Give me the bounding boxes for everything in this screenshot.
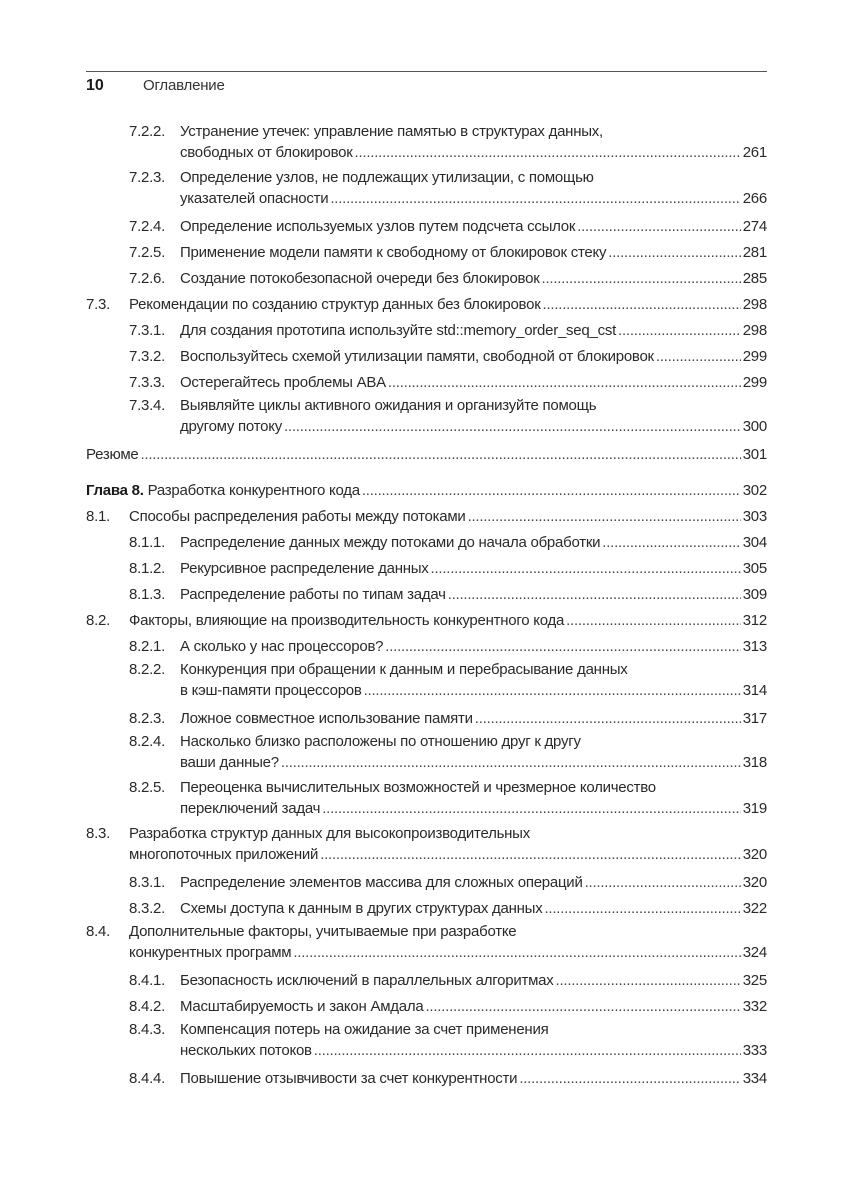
dot-leader [556, 968, 741, 994]
toc-entry-title: Для создания прототипа используйте std::memory_order_seq_cst [180, 322, 617, 339]
dot-leader [468, 504, 741, 530]
dot-leader [140, 442, 740, 468]
toc-entry-title: Масштабируемость и закон Амдала [180, 998, 424, 1015]
toc-entry-title: Схемы доступа к данным в других структурах данных [180, 900, 543, 917]
toc-entry-title: в кэш-памяти процессоров [180, 682, 362, 699]
toc-entry-title: Насколько близко расположены по отношению друг к другу [180, 733, 581, 750]
dot-leader [566, 608, 741, 634]
dot-leader [284, 416, 741, 438]
toc-page-number: 317 [742, 710, 767, 727]
toc-entry[interactable] [86, 968, 767, 994]
toc-entry-number: 7.2.2. [129, 123, 166, 140]
toc-entry-title: Повышение отзывчивости за счет конкурентности [180, 1070, 518, 1087]
toc-entry-number: 8.2.3. [129, 710, 166, 727]
toc-entry[interactable] [86, 994, 767, 1020]
toc-entry-number: 7.2.5. [129, 244, 166, 261]
toc-page-number: 302 [742, 482, 767, 499]
toc-entry[interactable] [86, 318, 767, 344]
toc-entry-number: 8.3.1. [129, 874, 166, 891]
table-of-contents [86, 122, 767, 1092]
toc-entry-title: Способы распределения работы между потоками [129, 508, 466, 525]
toc-entry-title: Применение модели памяти к свободному от блокировок стеку [180, 244, 607, 261]
toc-entry-title: Воспользуйтесь схемой утилизации памяти, свободной от блокировок [180, 348, 654, 365]
dot-leader [577, 214, 741, 240]
dot-leader [385, 634, 740, 660]
toc-chapter-entry[interactable] [86, 478, 767, 504]
toc-page-number: 333 [742, 1042, 767, 1059]
toc-entry-number: 7.3.1. [129, 322, 166, 339]
toc-entry-number: 8.4. [86, 923, 111, 940]
toc-entry-title: Создание потокобезопасной очереди без блокировок [180, 270, 540, 287]
dot-leader [585, 870, 741, 896]
toc-entry[interactable] [86, 556, 767, 582]
toc-entry[interactable] [86, 370, 767, 396]
toc-entry[interactable] [86, 214, 767, 240]
toc-entry[interactable] [86, 240, 767, 266]
toc-entry[interactable] [86, 504, 767, 530]
toc-entry-title: Ложное совместное использование памяти [180, 710, 473, 727]
toc-entry-title: Выявляйте циклы активного ожидания и организуйте помощь [180, 397, 597, 414]
toc-entry-number: 8.2.5. [129, 779, 166, 796]
toc-entry-title: Распределение элементов массива для сложных операций [180, 874, 583, 891]
toc-entry-title: переключений задач [180, 800, 321, 817]
toc-page-number: 301 [742, 446, 767, 463]
toc-entry-number: 8.1.3. [129, 586, 166, 603]
toc-entry-title: Компенсация потерь на ожидание за счет применения [180, 1021, 549, 1038]
toc-entry[interactable] [86, 824, 767, 866]
toc-entry-title: Резюме [86, 446, 139, 463]
toc-entry-number: 8.3. [86, 825, 111, 842]
toc-page-number: 298 [742, 296, 767, 313]
toc-entry-number: 8.1.2. [129, 560, 166, 577]
toc-entry-number: 8.2.1. [129, 638, 166, 655]
page-number: 10 [86, 77, 104, 94]
toc-entry-title: Определение используемых узлов путем подсчета ссылок [180, 218, 576, 235]
toc-entry-number: 8.4.4. [129, 1070, 166, 1087]
toc-entry[interactable] [86, 442, 767, 468]
toc-entry-title: Остерегайтесь проблемы ABA [180, 374, 386, 391]
toc-entry-title: Определение узлов, не подлежащих утилизации, с помощью [180, 169, 594, 186]
dot-leader [542, 266, 741, 292]
toc-entry-number: 7.3.4. [129, 397, 166, 414]
toc-entry-title: Устранение утечек: управление памятью в структурах данных, [180, 123, 603, 140]
toc-page-number: 261 [742, 144, 767, 161]
toc-entry-number: 8.2. [86, 612, 111, 629]
toc-page-number: 324 [742, 944, 767, 961]
toc-entry-title: Безопасность исключений в параллельных алгоритмах [180, 972, 554, 989]
toc-entry-title: указателей опасности [180, 190, 329, 207]
dot-leader [431, 556, 741, 582]
toc-entry[interactable] [86, 706, 767, 732]
dot-leader [602, 530, 740, 556]
toc-page-number: 325 [742, 972, 767, 989]
toc-entry-title: Разработка структур данных для высокопроизводительных [129, 825, 530, 842]
toc-entry-number: 7.3. [86, 296, 111, 313]
toc-page-number: 314 [742, 682, 767, 699]
dot-leader [364, 680, 741, 702]
toc-entry-number: 8.3.2. [129, 900, 166, 917]
toc-entry[interactable] [86, 168, 767, 210]
toc-entry-title: свободных от блокировок [180, 144, 353, 161]
toc-page-number: 334 [742, 1070, 767, 1087]
toc-entry[interactable] [86, 292, 767, 318]
toc-entry-title: А сколько у нас процессоров? [180, 638, 384, 655]
running-head-title: Оглавление [143, 77, 225, 94]
dot-leader [281, 752, 741, 774]
chapter-gap [86, 468, 767, 478]
toc-entry-number: 8.2.2. [129, 661, 166, 678]
toc-page-number: 298 [742, 322, 767, 339]
toc-page-number: 299 [742, 348, 767, 365]
dot-leader [322, 798, 740, 820]
toc-entry-number: 8.2.4. [129, 733, 166, 750]
toc-page-number: 318 [742, 754, 767, 771]
toc-page-number: 319 [742, 800, 767, 817]
toc-entry[interactable] [86, 634, 767, 660]
dot-leader [618, 318, 741, 344]
toc-page-number: 300 [742, 418, 767, 435]
toc-entry-number: 7.2.4. [129, 218, 166, 235]
dot-leader [362, 478, 741, 504]
toc-page-number: 309 [742, 586, 767, 603]
dot-leader [475, 706, 741, 732]
toc-entry-title: Дополнительные факторы, учитываемые при разработке [129, 923, 517, 940]
toc-entry[interactable] [86, 922, 767, 964]
toc-entry[interactable] [86, 344, 767, 370]
toc-page-number: 332 [742, 998, 767, 1015]
toc-entry-title: Распределение данных между потоками до начала обработки [180, 534, 601, 551]
toc-entry-number: 8.4.2. [129, 998, 166, 1015]
toc-entry[interactable] [86, 266, 767, 292]
toc-entry[interactable] [86, 1020, 767, 1062]
toc-entry-title: Рекомендации по созданию структур данных без блокировок [129, 296, 541, 313]
toc-entry[interactable] [86, 778, 767, 820]
toc-entry-title: ваши данные? [180, 754, 279, 771]
toc-entry-number: 7.2.6. [129, 270, 166, 287]
toc-entry[interactable] [86, 582, 767, 608]
toc-entry-title: Конкуренция при обращении к данным и перебрасывание данных [180, 661, 628, 678]
dot-leader [656, 344, 741, 370]
toc-entry-title: многопоточных приложений [129, 846, 319, 863]
toc-entry-title: Рекурсивное распределение данных [180, 560, 429, 577]
dot-leader [293, 942, 740, 964]
dot-leader [543, 292, 741, 318]
toc-entry-title: Переоценка вычислительных возможностей и чрезмерное количество [180, 779, 656, 796]
toc-page-number: 281 [742, 244, 767, 261]
toc-entry[interactable] [86, 660, 767, 702]
toc-entry-number: 8.1.1. [129, 534, 166, 551]
toc-entry[interactable] [86, 122, 767, 164]
running-head [86, 77, 767, 99]
dot-leader [608, 240, 740, 266]
toc-entry[interactable] [86, 396, 767, 438]
dot-leader [448, 582, 741, 608]
toc-page-number: 320 [742, 846, 767, 863]
toc-entry-title: Распределение работы по типам задач [180, 586, 446, 603]
toc-entry[interactable] [86, 732, 767, 774]
toc-entry-number: 8.4.1. [129, 972, 166, 989]
toc-entry[interactable] [86, 870, 767, 896]
toc-entry-number: 7.3.2. [129, 348, 166, 365]
dot-leader [320, 844, 741, 866]
dot-leader [314, 1040, 741, 1062]
toc-page-number: 266 [742, 190, 767, 207]
toc-page-number: 299 [742, 374, 767, 391]
toc-entry-title: Факторы, влияющие на производительность конкурентного кода [129, 612, 565, 629]
dot-leader [330, 188, 740, 210]
header-rule [86, 71, 767, 72]
toc-entry-title: Разработка конкурентного кода [147, 482, 360, 499]
toc-page-number: 274 [742, 218, 767, 235]
toc-entry[interactable] [86, 530, 767, 556]
dot-leader [519, 1066, 740, 1092]
toc-entry[interactable] [86, 608, 767, 634]
toc-entry-title: конкурентных программ [129, 944, 292, 961]
toc-entry[interactable] [86, 1066, 767, 1092]
toc-page-number: 322 [742, 900, 767, 917]
toc-page-number: 285 [742, 270, 767, 287]
toc-page-number: 320 [742, 874, 767, 891]
dot-leader [425, 994, 740, 1020]
toc-page-number: 303 [742, 508, 767, 525]
toc-page-number: 305 [742, 560, 767, 577]
toc-entry-number: 8.1. [86, 508, 111, 525]
toc-page-number: 312 [742, 612, 767, 629]
toc-entry-number: 7.2.3. [129, 169, 166, 186]
toc-page-number: 313 [742, 638, 767, 655]
toc-entry-number: 8.4.3. [129, 1021, 166, 1038]
dot-leader [355, 142, 741, 164]
dot-leader [388, 370, 741, 396]
toc-entry-title: нескольких потоков [180, 1042, 312, 1059]
toc-entry-title: другому потоку [180, 418, 282, 435]
toc-entry[interactable] [86, 896, 767, 922]
dot-leader [544, 896, 740, 922]
chapter-label: Глава 8. [86, 482, 144, 499]
toc-page-number: 304 [742, 534, 767, 551]
toc-entry-number: 7.3.3. [129, 374, 166, 391]
